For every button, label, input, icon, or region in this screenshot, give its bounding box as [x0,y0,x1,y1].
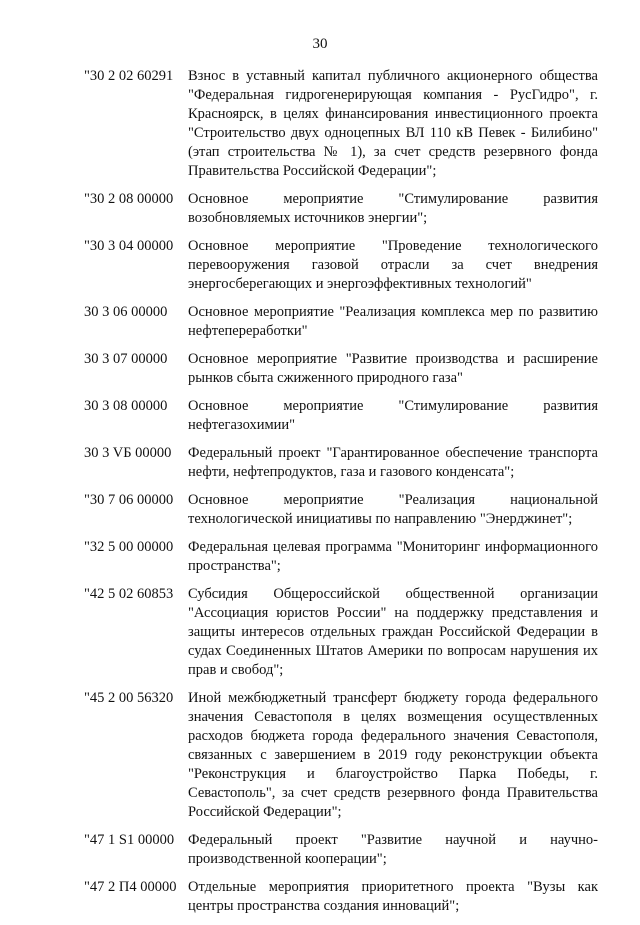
budget-code: "32 5 00 00000 [84,539,174,555]
budget-code: "47 2 П4 00000 [84,879,177,895]
budget-code: "45 2 00 56320 [84,690,174,706]
list-item [84,237,598,294]
budget-code-description: Основное мероприятие "Проведение технологического перевооружения газовой отрасли за счет внедрения энергосберегающих и энергоэффективных технологий" [188,238,598,292]
list-item [84,878,598,916]
list-item [84,67,598,181]
budget-code: "42 5 02 60853 [84,586,174,602]
list-item [84,190,598,228]
budget-code-description: Основное мероприятие "Стимулирование развития нефтегазохимии" [188,398,598,433]
page-number: 30 [312,36,328,52]
budget-code-list [84,67,598,925]
budget-code: "30 2 02 60291 [84,68,174,84]
list-item [84,831,598,869]
budget-code-description: Основное мероприятие "Стимулирование развития возобновляемых источников энергии"; [188,191,598,226]
list-item [84,397,598,435]
budget-code-description: Федеральная целевая программа "Мониторинг информационного пространства"; [188,539,598,574]
list-item [84,491,598,529]
budget-code: "30 2 08 00000 [84,191,174,207]
budget-code: 30 3 06 00000 [84,304,168,320]
list-item [84,350,598,388]
list-item [84,303,598,341]
budget-code-description: Иной межбюджетный трансферт бюджету города федерального значения Севастополя в целях возмещения осуществленных расходов бюджета города федерального значения Севастополя, связанных с завершением в 2019 году реконструкции объекта "Реконструкция и благоустройство Парка Победы, г. Севастополь", за счет средств резервного фонда Правительства Российской Федерации"; [188,690,598,820]
budget-code: "30 7 06 00000 [84,492,174,508]
budget-code-description: Основное мероприятие "Развитие производства и расширение рынков сбыта сжиженного природного газа" [188,351,598,386]
list-item [84,538,598,576]
list-item [84,689,598,822]
list-item [84,444,598,482]
budget-code-description: Отдельные мероприятия приоритетного проекта "Вузы как центры пространства создания инноваций"; [188,879,598,914]
budget-code-description: Основное мероприятие "Реализация национальной технологической инициативы по направлению "Энерджинет"; [188,492,598,527]
budget-code-description: Федеральный проект "Гарантированное обеспечение транспорта нефти, нефтепродуктов, газа и газового конденсата"; [188,445,598,480]
budget-code: 30 3 08 00000 [84,398,168,414]
budget-code: "47 1 S1 00000 [84,832,175,848]
budget-code-description: Взнос в уставный капитал публичного акционерного общества "Федеральная гидрогенерирующая компания - РусГидро", г. Красноярск, в целях финансирования инвестиционного проекта "Строительство двух одноцепных ВЛ 110 кВ Певек - Билибино" (этап строительства № 1), за счет средств резервного фонда Правительства Российской Федерации"; [188,68,598,179]
budget-code-description: Субсидия Общероссийской общественной организации "Ассоциация юристов России" на поддержку представления и защиты интересов отдельных граждан Российской Федерации в судах Соединенных Штатов Америки по вопросам нарушения их прав и свобод"; [188,586,598,678]
budget-code: 30 3 07 00000 [84,351,168,367]
budget-code-description: Основное мероприятие "Реализация комплекса мер по развитию нефтепереработки" [188,304,598,339]
budget-code: 30 3 VБ 00000 [84,445,172,461]
budget-code: "30 3 04 00000 [84,238,174,254]
budget-code-description: Федеральный проект "Развитие научной и научно-производственной кооперации"; [188,832,598,867]
list-item [84,585,598,680]
